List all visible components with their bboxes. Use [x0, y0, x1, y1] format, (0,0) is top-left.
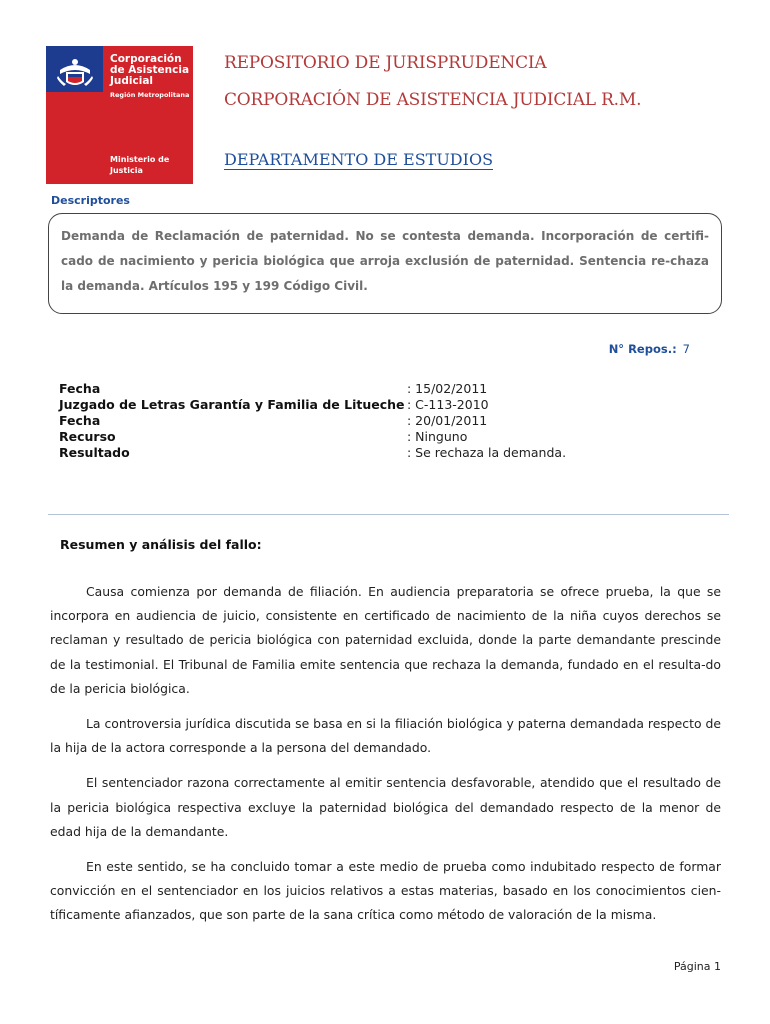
meta-value: : Ninguno — [407, 429, 468, 444]
meta-key: Resultado — [59, 445, 130, 460]
meta-row-juzgado — [59, 397, 566, 413]
meta-row-recurso — [59, 429, 566, 445]
descriptores-box — [48, 213, 722, 314]
meta-row-fecha-2 — [59, 413, 566, 429]
section-divider — [48, 514, 729, 515]
case-metadata — [59, 381, 566, 461]
cajrm-logo — [46, 46, 193, 184]
header-title-repositorio: REPOSITORIO DE JURISPRUDENCIA — [224, 53, 547, 73]
resumen-paragraph: El sentenciador razona correctamente al emitir sentencia desfavorable, atendido que el resultado de la pericia biológica respectiva excluye la paternidad biológica del demandado respecto de la menor de edad hija de la demandante. — [50, 775, 721, 839]
repos-label: N° Repos.: — [608, 342, 677, 356]
meta-row-resultado — [59, 445, 566, 461]
meta-key: Juzgado de Letras Garantía y Familia de Litueche — [59, 397, 405, 412]
resumen-paragraph: La controversia jurídica discutida se basa en si la filiación biológica y paterna demandada respecto de la hija de la actora corresponde a la persona del demandado. — [50, 716, 721, 756]
descriptores-text: Demanda de Reclamación de paternidad. No se contesta demanda. Incorporación de certifi-cado de nacimiento y pericia biológica que arroja exclusión de paternidad. Sentencia re-chaza la demanda. Artículos 195 y 199 Código Civil. — [61, 229, 709, 293]
meta-key: Fecha — [59, 413, 101, 428]
header-title-corporacion: CORPORACIÓN DE ASISTENCIA JUDICIAL R.M. — [224, 90, 642, 110]
resumen-paragraph: Causa comienza por demanda de filiación. En audiencia preparatoria se ofrece prueba, la que se incorpora en audiencia de juicio, consistente en certificado de nacimiento de la niña cuyos derechos se reclaman y resultado de pericia biológica con paternidad excluida, donde la parte demandante prescinde de la testimonial. El Tribunal de Familia emite sentencia que rechaza la demanda, fundado en el resulta-do de la pericia biológica. — [50, 584, 721, 696]
resumen-body — [50, 580, 721, 939]
meta-value: : 20/01/2011 — [407, 413, 488, 428]
department-title: DEPARTAMENTO DE ESTUDIOS — [224, 150, 494, 169]
meta-key: Recurso — [59, 429, 116, 444]
coat-of-arms-icon — [54, 52, 96, 92]
meta-value: : C-113-2010 — [407, 397, 489, 412]
meta-key: Fecha — [59, 381, 101, 396]
logo-ministry: Ministerio de Justicia — [110, 155, 170, 175]
descriptores-label: Descriptores — [51, 194, 130, 207]
resumen-paragraph: En este sentido, se ha concluido tomar a este medio de prueba como indubitado respecto de formar convicción en el sentenciador en los juicios relativos a estas materias, basado en los conocimientos cien-tíficamente afianzados, que son parte de la sana crítica como método de valoración de la misma. — [50, 859, 721, 923]
meta-value: : Se rechaza la demanda. — [407, 445, 567, 460]
logo-title: Corporación de Asistencia Judicial — [110, 53, 190, 87]
resumen-heading: Resumen y análisis del fallo: — [60, 537, 262, 552]
repos-number — [609, 342, 690, 356]
logo-region: Región Metropolitana — [110, 91, 190, 99]
meta-row-fecha-1 — [59, 381, 566, 397]
repos-value: 7 — [682, 342, 690, 356]
meta-value: : 15/02/2011 — [407, 381, 488, 396]
page-number: Página 1 — [673, 960, 721, 973]
